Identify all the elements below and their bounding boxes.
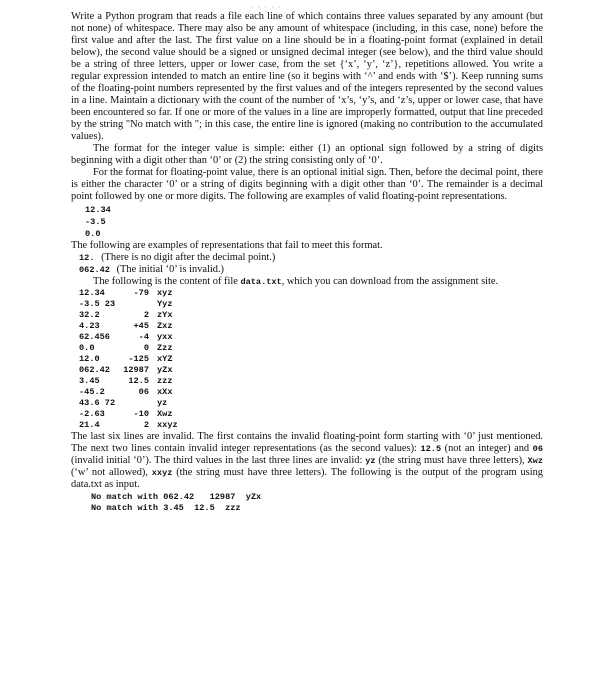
text-run: (‘w’ not allowed), xyxy=(71,467,152,478)
data-file-text-pre: The following is the content of file xyxy=(93,276,241,287)
text-run: (not an integer) and xyxy=(441,443,533,454)
data-value-int: 2 xyxy=(143,310,149,320)
data-value-int: -79 xyxy=(133,288,149,298)
invalid-lines-paragraph xyxy=(71,431,543,491)
data-value-float: 4.23 xyxy=(79,321,100,331)
document-page xyxy=(71,3,543,514)
data-value-float: 3.45 xyxy=(79,376,100,386)
data-value-letters: zYx xyxy=(157,310,173,320)
data-value-letters: zzz xyxy=(157,376,173,386)
data-value-int xyxy=(121,398,157,409)
data-value-float: 32.2 xyxy=(79,310,100,320)
fail-example-note: (There is no digit after the decimal point.) xyxy=(101,252,276,263)
data-value-letters: xXx xyxy=(157,387,173,397)
inline-code: Xwz xyxy=(527,456,543,466)
text-run: (the string must have three letters). The following is the output of the program using data.txt as input. xyxy=(71,467,543,490)
data-line xyxy=(79,343,197,354)
data-value-letters: Yyz xyxy=(157,299,173,309)
data-value-float: -45.2 xyxy=(79,387,105,397)
data-value-letters: Zzz xyxy=(157,343,173,353)
data-value-float: -3.5 23 xyxy=(79,299,116,309)
data-value-int: +45 xyxy=(133,321,149,331)
data-value-letters: Zxz xyxy=(157,321,173,331)
text-run: (invalid initial ‘0’). The third values in the last three lines are invalid: xyxy=(71,455,366,466)
data-line xyxy=(79,398,197,409)
data-value-float: 62.456 xyxy=(79,332,110,342)
data-line xyxy=(79,288,197,299)
data-value-int: 12987 xyxy=(123,365,149,375)
fail-example-code: 12. xyxy=(79,253,95,263)
data-line xyxy=(79,420,197,431)
data-value-float: 21.4 xyxy=(79,420,100,430)
data-value-letters: xYZ xyxy=(157,354,173,364)
data-value-int: -10 xyxy=(133,409,149,419)
data-value-float: 0.0 xyxy=(79,343,95,353)
output-line: No match with 3.45 12.5 zzz xyxy=(91,503,241,513)
fail-example xyxy=(71,252,543,264)
fail-example-code: 062.42 xyxy=(79,265,110,275)
valid-example: 0.0 xyxy=(85,229,101,239)
fail-example xyxy=(71,264,543,276)
data-value-int: -125 xyxy=(128,354,149,364)
data-value-float: 12.0 xyxy=(79,354,100,364)
data-file-listing xyxy=(79,288,197,431)
data-line xyxy=(79,409,197,420)
data-file-text-post: , which you can download from the assignment site. xyxy=(281,276,499,287)
valid-example: 12.34 xyxy=(85,205,111,215)
data-value-int: 0 xyxy=(143,343,149,353)
data-value-float: 062.42 xyxy=(79,365,110,375)
fail-intro-paragraph: The following are examples of representations that fail to meet this format. xyxy=(71,240,383,251)
data-line xyxy=(79,376,197,387)
integer-format-paragraph: The format for the integer value is simple: either (1) an optional sign followed by a string of digits beginning with a digit other than ‘0’ or (2) the string consisting only of ‘0’. xyxy=(71,143,543,166)
inline-code: xxyz xyxy=(151,468,173,478)
data-line xyxy=(79,365,197,376)
float-format-paragraph: For the format for floating-point value, there is an optional initial sign. Then, before the decimal point, there is either the character ‘0’ or a string of digits beginning with a digit other than ‘0’. The remainder is a decimal point followed by one or more digits. The following are examples of valid floating-point representations. xyxy=(71,167,543,202)
program-output xyxy=(71,492,543,514)
data-line xyxy=(79,321,197,332)
data-value-letters: yxx xyxy=(157,332,173,342)
data-value-int: 12.5 xyxy=(128,376,149,386)
data-line xyxy=(79,310,197,321)
valid-float-examples xyxy=(71,204,543,240)
data-file-name: data.txt xyxy=(240,277,282,287)
data-value-float: -2.63 xyxy=(79,409,105,419)
data-value-float: 12.34 xyxy=(79,288,105,298)
fail-example-note: (The initial ‘0’ is invalid.) xyxy=(116,264,224,275)
data-line xyxy=(79,299,197,310)
data-line xyxy=(79,354,197,365)
data-value-int: 2 xyxy=(143,420,149,430)
data-value-float: 43.6 72 xyxy=(79,398,116,408)
cropped-header-fragment: · · · · · xyxy=(251,3,282,12)
text-run: The last six lines are invalid. The first contains the invalid floating-point form starting with ‘0’ just mentioned. The next two lines contain invalid integer representations (as the second values): xyxy=(71,431,543,454)
data-value-int: -4 xyxy=(138,332,149,342)
inline-code: yz xyxy=(365,456,376,466)
data-line xyxy=(79,332,197,343)
data-value-int xyxy=(121,299,157,310)
data-value-letters: Xwz xyxy=(157,409,173,419)
output-line: No match with 062.42 12987 yZx xyxy=(91,492,262,502)
data-value-letters: yZx xyxy=(157,365,173,375)
data-value-letters: xxyz xyxy=(157,420,178,430)
data-value-letters: xyz xyxy=(157,288,173,298)
data-line xyxy=(79,387,197,398)
text-run: (the string must have three letters), xyxy=(375,455,528,466)
data-file-paragraph xyxy=(71,276,543,288)
inline-code: 12.5 xyxy=(420,444,442,454)
intro-paragraph: Write a Python program that reads a file each line of which contains three values separated by any amount (but not none) of whitespace. There may also be any amount of whitespace (including, in this case, none) before the first value and after the last. The first value on a line should be in a floating-point format (explained in detail below), the second value should be a signed or unsigned decimal integer (see below), and the third value should be a string of three letters, upper or lower case, from the set {‘x’, ‘y’, ‘z’}, repetitions allowed. You write a regular expression intended to match an entire line (so it begins with ‘^’ and ends with ‘$’). Keep running sums of the floating-point numbers represented by the first values and of the integers represented by the second values in a line. Maintain a dictionary with the count of the number of ‘x’s, ‘y’s, and ‘z’s, upper or lower case, that have been encountered so far. If one or more of the values in a line are improperly formatted, output that line preceded by the string "No match with "; in this case, the entire line is ignored (making no contribution to the accumulated values). xyxy=(71,11,543,142)
inline-code: 06 xyxy=(532,444,543,454)
data-value-int: 06 xyxy=(138,387,149,397)
data-value-letters: yz xyxy=(157,398,168,408)
valid-example: -3.5 xyxy=(85,217,106,227)
